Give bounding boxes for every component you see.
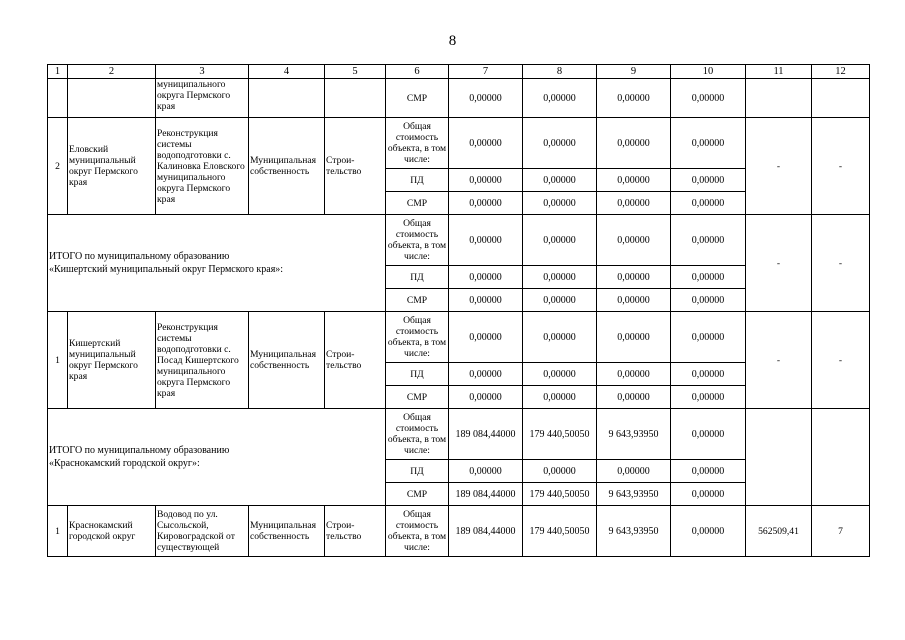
itogo-kishert-label xyxy=(48,215,386,312)
work-type: Строи-тельство xyxy=(325,312,386,409)
ownership: Муниципальная собственность xyxy=(249,312,325,409)
value-cell: 0,00000 xyxy=(671,409,746,460)
col12-value: - xyxy=(812,215,870,312)
value-cell: 0,00000 xyxy=(671,386,746,409)
itogo-krasnokamsk-label xyxy=(48,409,386,506)
value-cell: 0,00000 xyxy=(597,289,671,312)
municipality-name: Кишертский муниципальный округ Пермского края xyxy=(68,312,156,409)
value-cell: 179 440,50050 xyxy=(523,483,597,506)
header-cell: 9 xyxy=(597,65,671,79)
header-cell: 11 xyxy=(746,65,812,79)
value-cell: 0,00000 xyxy=(449,118,523,169)
value-cell: 0,00000 xyxy=(671,483,746,506)
itogo-line-2: «Кишертский муниципальный округ Пермского края»: xyxy=(49,264,284,275)
value-cell: 0,00000 xyxy=(523,363,597,386)
ownership: Муниципальная собственность xyxy=(249,506,325,557)
header-cell: 7 xyxy=(449,65,523,79)
value-cell: 0,00000 xyxy=(597,363,671,386)
value-cell: 0,00000 xyxy=(597,79,671,118)
col12-value: - xyxy=(812,118,870,215)
value-cell: 0,00000 xyxy=(671,192,746,215)
kishert-total-row xyxy=(48,312,870,363)
value-cell: 0,00000 xyxy=(597,118,671,169)
value-cell: 0,00000 xyxy=(671,118,746,169)
elovsky-total-row xyxy=(48,118,870,169)
header-cell: 1 xyxy=(48,65,68,79)
municipality-name: Еловский муниципальный округ Пермского края xyxy=(68,118,156,215)
value-cell: 0,00000 xyxy=(449,79,523,118)
value-cell: 0,00000 xyxy=(449,363,523,386)
work-type: Строи-тельство xyxy=(325,506,386,557)
value-cell: 0,00000 xyxy=(597,192,671,215)
itogo-line-2: «Краснокамский городской округ»: xyxy=(49,458,200,469)
row-label-pd: ПД xyxy=(386,169,449,192)
value-cell: 0,00000 xyxy=(671,460,746,483)
value-cell: 0,00000 xyxy=(523,289,597,312)
value-cell: 0,00000 xyxy=(597,266,671,289)
value-cell: 0,00000 xyxy=(523,118,597,169)
value-cell: 189 084,44000 xyxy=(449,409,523,460)
value-cell: 0,00000 xyxy=(671,266,746,289)
krasnokamsk-total-row xyxy=(48,506,870,557)
header-cell: 4 xyxy=(249,65,325,79)
header-cell: 5 xyxy=(325,65,386,79)
value-cell: 189 084,44000 xyxy=(449,506,523,557)
value-cell: 0,00000 xyxy=(671,289,746,312)
value-cell: 0,00000 xyxy=(449,312,523,363)
value-cell: 0,00000 xyxy=(449,215,523,266)
row-label-total: Общая стоимость объекта, в том числе: xyxy=(386,118,449,169)
work-type: Строи-тельство xyxy=(325,118,386,215)
value-cell: 0,00000 xyxy=(597,169,671,192)
value-cell: 0,00000 xyxy=(597,460,671,483)
page-number: 8 xyxy=(448,33,457,49)
value-cell: 0,00000 xyxy=(597,215,671,266)
col11-value: - xyxy=(746,215,812,312)
itogo-krasnokamsk-total-row xyxy=(48,409,870,460)
value-cell: 0,00000 xyxy=(449,169,523,192)
value-cell: 0,00000 xyxy=(671,506,746,557)
row-label-smr: СМР xyxy=(386,289,449,312)
value-cell: 0,00000 xyxy=(597,312,671,363)
value-cell: 0,00000 xyxy=(449,289,523,312)
row-label-total: Общая стоимость объекта, в том числе: xyxy=(386,506,449,557)
value-cell: 9 643,93950 xyxy=(597,409,671,460)
row-label-pd: ПД xyxy=(386,266,449,289)
value-cell: 0,00000 xyxy=(671,215,746,266)
value-cell: 0,00000 xyxy=(449,386,523,409)
value-cell: 0,00000 xyxy=(449,192,523,215)
object-name: Реконструкция системы водоподготовки с. Посад Кишертского муниципального округа Пермского края xyxy=(156,312,249,409)
value-cell: 0,00000 xyxy=(597,386,671,409)
value-cell: 179 440,50050 xyxy=(523,409,597,460)
col11-value: - xyxy=(746,312,812,409)
value-cell: 0,00000 xyxy=(523,312,597,363)
value-cell: 0,00000 xyxy=(523,215,597,266)
value-cell: 189 084,44000 xyxy=(449,483,523,506)
row-label-pd: ПД xyxy=(386,363,449,386)
value-cell: 0,00000 xyxy=(523,266,597,289)
col11-value: 562509,41 xyxy=(746,506,812,557)
itogo-line-1: ИТОГО по муниципальному образованию xyxy=(49,445,230,456)
value-cell: 0,00000 xyxy=(671,79,746,118)
row-label-smr: СМР xyxy=(386,79,449,118)
col12-value: - xyxy=(812,312,870,409)
value-cell: 0,00000 xyxy=(523,386,597,409)
header-cell: 2 xyxy=(68,65,156,79)
value-cell: 0,00000 xyxy=(523,169,597,192)
row-label-smr: СМР xyxy=(386,483,449,506)
row-label-total: Общая стоимость объекта, в том числе: xyxy=(386,215,449,266)
row-label-total: Общая стоимость объекта, в том числе: xyxy=(386,409,449,460)
value-cell: 0,00000 xyxy=(449,460,523,483)
itogo-line-1: ИТОГО по муниципальному образованию xyxy=(49,251,230,262)
continued-smr-row xyxy=(48,79,870,118)
municipality-name: Краснокамский городской округ xyxy=(68,506,156,557)
header-cell: 3 xyxy=(156,65,249,79)
row-label-total: Общая стоимость объекта, в том числе: xyxy=(386,312,449,363)
header-cell: 6 xyxy=(386,65,449,79)
value-cell: 0,00000 xyxy=(671,363,746,386)
ownership: Муниципальная собственность xyxy=(249,118,325,215)
value-cell: 0,00000 xyxy=(523,79,597,118)
value-cell: 0,00000 xyxy=(449,266,523,289)
object-name-continued: муниципального округа Пермского края xyxy=(156,79,249,118)
row-label-smr: СМР xyxy=(386,386,449,409)
value-cell: 0,00000 xyxy=(671,312,746,363)
row-label-smr: СМР xyxy=(386,192,449,215)
row-label-pd: ПД xyxy=(386,460,449,483)
row-index: 1 xyxy=(48,312,68,409)
value-cell: 9 643,93950 xyxy=(597,506,671,557)
itogo-kishert-total-row xyxy=(48,215,870,266)
column-number-header-row xyxy=(48,65,870,79)
col12-value: 7 xyxy=(812,506,870,557)
row-index: 1 xyxy=(48,506,68,557)
value-cell: 0,00000 xyxy=(671,169,746,192)
col11-value: - xyxy=(746,118,812,215)
value-cell: 0,00000 xyxy=(523,460,597,483)
value-cell: 9 643,93950 xyxy=(597,483,671,506)
header-cell: 10 xyxy=(671,65,746,79)
object-name: Реконструкция системы водоподготовки с. Калиновка Еловского муниципального округа Пермского края xyxy=(156,118,249,215)
object-name: Водовод по ул. Сысольской, Кировоградской от существующей xyxy=(156,506,249,557)
header-cell: 12 xyxy=(812,65,870,79)
header-cell: 8 xyxy=(523,65,597,79)
row-index: 2 xyxy=(48,118,68,215)
value-cell: 0,00000 xyxy=(523,192,597,215)
value-cell: 179 440,50050 xyxy=(523,506,597,557)
investment-table xyxy=(47,64,870,557)
